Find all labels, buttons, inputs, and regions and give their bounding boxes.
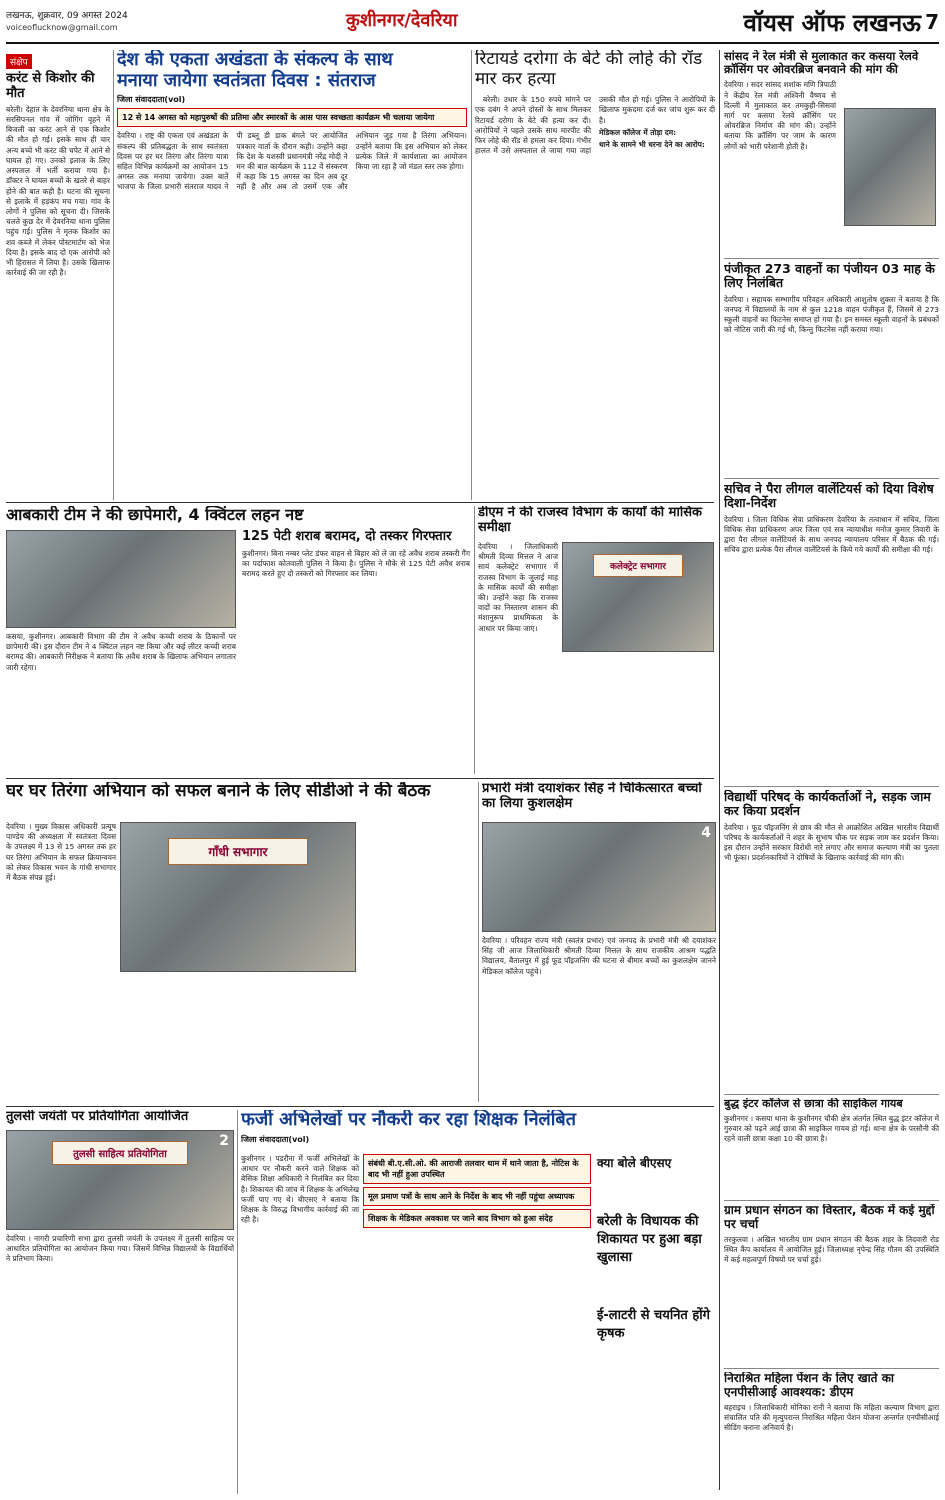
- section-title: कुशीनगर/देवरिया: [346, 10, 458, 31]
- teacher-pull-3: शिक्षक के मेडिकल अवकाश पर जाने बाद विभाग को हुआ संदेह: [363, 1209, 591, 1228]
- student-body: देवरिया । फूड पॉइजनिंग से छात्र की मौत से आक्रोशित अखिल भारतीय विद्यार्थी परिषद के कार्यकर्ताओं ने शहर के सुभाष चौक पर सड़क जाम कर प्रदर्शन किया। इस दौरान उन्होंने सरकार विरोधी नारे लगाए और समाज कल्याण मंत्री का पुतला भी फूंका। प्रदर्शनकारियों ने दोषियों के खिलाफ कार्रवाई की मांग की।: [724, 822, 939, 863]
- mp-photo: [844, 108, 936, 226]
- minister-story: [482, 782, 716, 1102]
- teacher-byline: जिला संवाददाता(vol): [241, 1134, 310, 1144]
- rule: [6, 502, 714, 503]
- gram-headline: ग्राम प्रधान संगठन का विस्तार, बैठक में कई मुद्दों पर चर्चा: [724, 1204, 935, 1231]
- excise-photo: [6, 530, 236, 628]
- teacher-pull-1: संबंधी बी.ए.सी.ओ. की आराजी तलवार थाम में थाने जाता है, नोटिस के बाद भी नहीं हुआ उपस्थित: [363, 1154, 591, 1184]
- vehicles-headline: पंजीकृत 273 वाहनों का पंजीयन 03 माह के लिए निलंबित: [724, 262, 935, 291]
- lead-headline-1: देश की एकता अखंडता के संकल्प के साथ: [117, 50, 393, 70]
- rule: [471, 50, 472, 500]
- tulsi-headline: तुलसी जयंती पर प्रतियोगिता आयोजित: [6, 1110, 189, 1124]
- lead-pull-quote: 12 से 14 अगस्त को महापुरुषों की प्रतिमा और स्मारकों के आस पास स्वच्छता कार्यक्रम भी चलाया जायेगा: [117, 108, 467, 127]
- teacher-body: कुशीनगर । पडरौना में फर्जी अभिलेखों के आधार पर नौकरी करने वाले शिक्षक को बेसिक शिक्षा अधिकारी ने निलंबित कर दिया है। शिकायत की जांच में शिक्षक के अभिलेख फर्जी पाए गए थे। बीएसए ने बताया कि शिक्षक के विरुद्ध विभागीय कार्रवाई की जा रही है।: [241, 1154, 359, 1225]
- revenue-body: देवरिया । जिलाधिकारी श्रीमती दिव्या मित्तल ने आज सायं कलेक्ट्रेट सभागार में राजस्व विभाग के जुलाई माह के मासिक कार्यों की समीक्षा की। उन्होंने कहा कि राजस्व वादों का निस्तारण शासन की मंशानुरूप प्राथमिकता के आधार पर किया जाए।: [478, 542, 558, 633]
- tiranga-headline: घर घर तिरंगा अभियान को सफल बनाने के लिए सीडीओ ने की बैठक: [6, 782, 431, 801]
- vehicles-story: [724, 262, 939, 474]
- retired-sub: मेडिकल कॉलेज में तोड़ा दम:: [599, 127, 677, 137]
- legal-body: देवरिया । जिला विधिक सेवा प्राधिकरण देवरिया के तत्वाधान में सचिव, जिला विधिक सेवा प्राधिकरण अपर जिला एवं सत्र न्यायाधीश मनोज कुमार तिवारी के द्वारा पैरा लीगल वालेंटियर्स के साथ जनपद न्यायालय परिसर में बैठक की गई। सचिव द्वारा प्रत्येक पैरा लीगल वालेंटियर्स के किये गये कार्यों की समीक्षा की गई।: [724, 514, 939, 555]
- tiranga-body: देवरिया । मुख्य विकास अधिकारी प्रत्यूष पाण्डेय की अध्यक्षता में स्वतंत्रता दिवस के उपलक्ष्य में 13 से 15 अगस्त तक हर घर तिरंगा अभियान के सफल क्रियान्वयन को लेकर विकास भवन के गांधी सभागार में बैठक संपन्न हुई।: [6, 822, 116, 883]
- excise-sub-block: [242, 530, 470, 580]
- rule: [6, 778, 714, 779]
- dateline: लखनऊ, शुक्रवार, 09 अगस्त 2024: [6, 11, 128, 21]
- mp-body: देवरिया । सदर सांसद शशांक मणि त्रिपाठी ने केंद्रीय रेल मंत्री अश्विनी वैष्णव से दिल्ली में मुलाकात कर तमकुही-सिसवां मार्ग पर कसया रेलवे क्रॉसिंग पर ओवरब्रिज निर्माण की मांग की। उन्होंने बताया कि क्रॉसिंग पर जाम के कारण लोगों को भारी परेशानी होती है।: [724, 80, 836, 151]
- vehicles-body: देवरिया । सहायक सम्भागीय परिवहन अधिकारी आशुतोष शुक्ला ने बताया है कि जनपद में विद्यालयों के नाम से कुल 1218 वाहन पंजीकृत हैं, जिसमें से 273 स्कूली वाहनों का फिटनेस समाप्त हो गया है। इन समस्त स्कूली वाहनों के प्रबंधकों को नोटिस जारी की गई थी, किन्तु फिटनेस नहीं कराया गया।: [724, 294, 939, 335]
- excise-body2: कुशीनगर। बिना नम्बर प्लेट डंफर वाहन से बिहार को ले जा रहे अवैध शराब तस्करी गैंग का पर्दाफाश कोतवाली पुलिस ने किया है। पुलिस ने मौके से 125 पेटी अवैध शराब बरामद करते हुए दो तस्करों को गिरफ्तार कर लिया।: [242, 548, 470, 579]
- rule: [6, 1106, 714, 1107]
- cycle-body: कुशीनगर । कसया थाना के कुशीनगर चौकी क्षेत्र अंतर्गत स्थित बुद्ध इंटर कॉलेज में गुरुवार को पढ़ने आई छात्रा की साइकिल गायब हो गई। थाना क्षेत्र के परसौनी की रहने वाली छात्रा कक्षा 10 की छात्रा है।: [724, 1113, 939, 1144]
- rule: [724, 786, 939, 787]
- retired-headline: रिटायर्ड दरोगा के बेटे की लोहे की रॉड मार कर हत्या: [475, 50, 703, 89]
- minister-photo: [482, 822, 716, 932]
- lead-story: [117, 50, 467, 500]
- legal-headline: सचिव ने पैरा लीगल वालेंटियर्स को दिया विशेष दिशा-निर्देश: [724, 482, 934, 511]
- brand-logo: वॉयस ऑफ लखनऊ: [743, 9, 921, 37]
- minister-body: देवरिया । परिवहन राज्य मंत्री (स्वतंत्र प्रभार) एवं जनपद के प्रभारी मंत्री श्री दयाशंकर सिंह जी आज जिलाधिकारी श्रीमती दिव्या मित्तल के साथ राजकीय आश्रम पद्धति विद्यालय, बैतालपुर में हुई फूड पॉइजनिंग की घटना से बीमार बच्चों का कुशलक्षेम जानने मेडिकल कॉलेज पहुंचे।: [482, 936, 716, 976]
- excise-body: कसया, कुशीनगर। आबकारी विभाग की टीम ने अवैध कच्ची शराब के ठिकानों पर छापेमारी की। इस दौरान टीम ने 4 क्विंटल लहन नष्ट किया और कई लीटर कच्ची शराब बरामद की। आबकारी निरीक्षक ने बताया कि अवैध शराब के खिलाफ अभियान लगातार जारी रहेगा।: [6, 632, 236, 672]
- tulsi-body: देवरिया । नागरी प्रचारिणी सभा द्वारा तुलसी जयंती के उपलक्ष्य में तुलसी साहित्य पर आधारित प्रतियोगिता का आयोजन किया गया। जिसमें विभिन्न विद्यालयों के विद्यार्थियों ने प्रतिभाग किया।: [6, 1234, 234, 1264]
- cycle-story: [724, 1098, 939, 1198]
- revenue-photo-banner: कलेक्ट्रेट सभागार: [593, 554, 683, 577]
- cycle-headline: बुद्ध इंटर कॉलेज से छात्रा की साइकिल गायब: [724, 1098, 903, 1110]
- rule: [474, 506, 475, 774]
- retired-sub2: थाने के सामने भी धरना देने का आरोप:: [599, 139, 705, 149]
- rule: [724, 1094, 939, 1095]
- left-brief: [6, 50, 110, 498]
- brief-headline: करंट से किशोर की मौत: [6, 71, 95, 101]
- teacher-side-heads: [597, 1154, 717, 1341]
- lead-byline: जिला संवाददाता(vol): [117, 95, 186, 105]
- rule: [237, 1110, 238, 1494]
- lead-body: देवरिया । राष्ट्र की एकता एवं अखंडता के संकल्प की प्रतिबद्धता के साथ स्वतंत्रता दिवस पर हर घर तिरंगा और तिरंगा यात्रा सहित विभिन्न कार्यक्रमों का आयोजन 15 अगस्त तक मनाया जायेगा। उक्त बातें भाजपा के जिला प्रभारी संतराज यादव ने पी डब्लू डी डाक बंगले पर आयोजित पत्रकार वार्ता के दौरान कही। उन्होंने कहा कि देश के यशस्वी प्रधानमंत्री नरेंद्र मोदी ने मन की बात कार्यक्रम के 112 वें संस्करण में कहा कि 15 अगस्त का दिन अब दूर नहीं है और अब तो उसमें एक और अभियान जुड़ गया है तिरंगा अभियान। उन्होंने बताया कि इस अभियान को लेकर प्रत्येक जिले में कार्यशाला का आयोजन किया जा रहा है जो मंडल स्तर तक होगा।: [117, 131, 467, 192]
- lead-headline-2: मनाया जायेगा स्वतंत्रता दिवस : संतराज: [117, 69, 376, 91]
- pension-story: [724, 1372, 939, 1494]
- gram-story: [724, 1204, 939, 1364]
- revenue-headline: डीएम ने की राजस्व विभाग के कार्यों की मासिक समीक्षा: [478, 506, 702, 535]
- teacher-headline: फर्जी अभिलेखों पर नौकरी कर रहा शिक्षक निलंबित: [241, 1110, 576, 1130]
- minister-headline: प्रभारी मंत्री दयाशंकर सिंह ने चिकित्सारत बच्चों का लिया कुशलक्षेम: [482, 782, 702, 811]
- teacher-side-3: ई-लाटरी से चयनित होंगे कृषक: [597, 1308, 710, 1341]
- pension-body: बहराइच । जिलाधिकारी मोनिका रानी ने बताया कि महिला कल्याण विभाग द्वारा संचालित पति की मृत्युपरान्त निराश्रित महिला पेंशन योजना अन्तर्गत एनपीसीआई सीडिंग कराना अनिवार्य है।: [724, 1402, 939, 1432]
- pension-headline: निराश्रित महिला पेंशन के लिए खाते का एनपीसीआई आवश्यक: डीएम: [724, 1372, 895, 1399]
- rule: [724, 1368, 939, 1369]
- tulsi-photo-number: 2: [219, 1133, 229, 1149]
- brief-tag: संक्षेप: [6, 54, 32, 69]
- tulsi-story: [6, 1110, 234, 1494]
- rule: [724, 1200, 939, 1201]
- rule: [719, 50, 720, 1490]
- teacher-pull-quotes: [363, 1154, 591, 1228]
- rule: [113, 50, 114, 500]
- rule: [478, 782, 479, 1102]
- excise-story: [6, 506, 471, 774]
- retired-text: बरेली। उधार के 150 रुपये मांगने पर एक दबंग ने अपने दोस्तों के साथ मिलकर रिटायर्ड दरोगा के बेटे की हत्या कर दी। आरोपियों ने पहले उसके साथ मारपीट की फिर लोहे की रॉड से हमला कर दिया। गंभीर हालत में उसे अस्पताल ले जाया गया जहां उसकी मौत हो गई। पुलिस ने आरोपियों के खिलाफ मुकदमा दर्ज कर जांच शुरू कर दी है।: [475, 95, 715, 156]
- brief-body: बरेली। देहात के देवरनिया थाना क्षेत्र के सरसिपनल गांव में जोगिंग वृहने में बिजली का करंट आने से एक किशोर की मौत हो गई। इसके साथ ही चार अन्य बच्चे भी करंट की चपेट में आने से घायल हो गए। उनको इलाज के लिए अस्पताल में भर्ती कराया गया है। डॉक्टर ने घायल बच्चों के खतरे से बाहर होने की बात कही है। घटना की सूचना से इलाके में हड़कंप मच गया। गांव के लोगों ने पुलिस को सूचना दी। जिसके चलते कुछ देर में देवरनिया थाना पुलिस पहुंच गई। पुलिस ने मृतक किशोर का शव कब्जे में लेकर पोस्टमार्टम को भेज दिया है। इसके बाद दो एक आरोपी को भी हिरासत में लिया है। उसके खिलाफ कार्रवाई की जा रही है।: [6, 104, 110, 278]
- legal-story: [724, 482, 939, 782]
- teacher-pull-2: मूल प्रमाण पत्रों के साथ आने के निर्देश के बाद भी नहीं पहुंचा अध्यापक: [363, 1187, 591, 1206]
- retired-story: [475, 50, 715, 500]
- email: voiceoflucknow@gmail.com: [6, 23, 118, 32]
- minister-photo-number: 4: [701, 825, 711, 841]
- tiranga-story: [6, 782, 476, 1102]
- masthead: [6, 6, 939, 44]
- revenue-story: [478, 506, 716, 774]
- tulsi-photo: [6, 1130, 234, 1230]
- excise-headline: आबकारी टीम ने की छापेमारी, 4 क्विंटल लहन नष्ट: [6, 506, 304, 524]
- tiranga-photo-banner: गाँधी सभागार: [168, 838, 308, 865]
- rule: [724, 478, 939, 479]
- teacher-story: [241, 1110, 717, 1494]
- retired-body: [475, 95, 715, 475]
- student-headline: विद्यार्थी परिषद के कार्यकर्ताओं ने, सड़क जाम कर किया प्रदर्शन: [724, 790, 931, 819]
- page-number: 7: [925, 10, 939, 34]
- tiranga-photo: [120, 822, 356, 972]
- excise-sub-headline: 125 पेटी शराब बरामद, दो तस्कर गिरफ्तार: [242, 529, 452, 544]
- revenue-photo: [562, 542, 714, 652]
- teacher-side-2: बरेली के विधायक की शिकायत पर हुआ बड़ा खुलासा: [597, 1214, 702, 1265]
- mp-story: [724, 50, 939, 255]
- tulsi-photo-banner: तुलसी साहित्य प्रतियोगिता: [52, 1141, 188, 1165]
- teacher-side-1: क्या बोले बीएसए: [597, 1156, 672, 1170]
- masthead-left: [6, 10, 128, 34]
- mp-headline: सांसद ने रेल मंत्री से मुलाकात कर कसया रेलवे क्रॉसिंग पर ओवरब्रिज बनवाने की मांग की: [724, 50, 919, 77]
- gram-body: तरकुलवा । अखिल भारतीय ग्राम प्रधान संगठन की बैठक शहर के तिदवारी रोड स्थित कैंप कार्यालय में आयोजित हुई। जिलाध्यक्ष नृपेन्द्र सिंह गौतम की उपस्थिति में कई महत्वपूर्ण विषयों पर चर्चा हुई।: [724, 1234, 939, 1264]
- rule: [724, 258, 939, 259]
- student-story: [724, 790, 939, 1090]
